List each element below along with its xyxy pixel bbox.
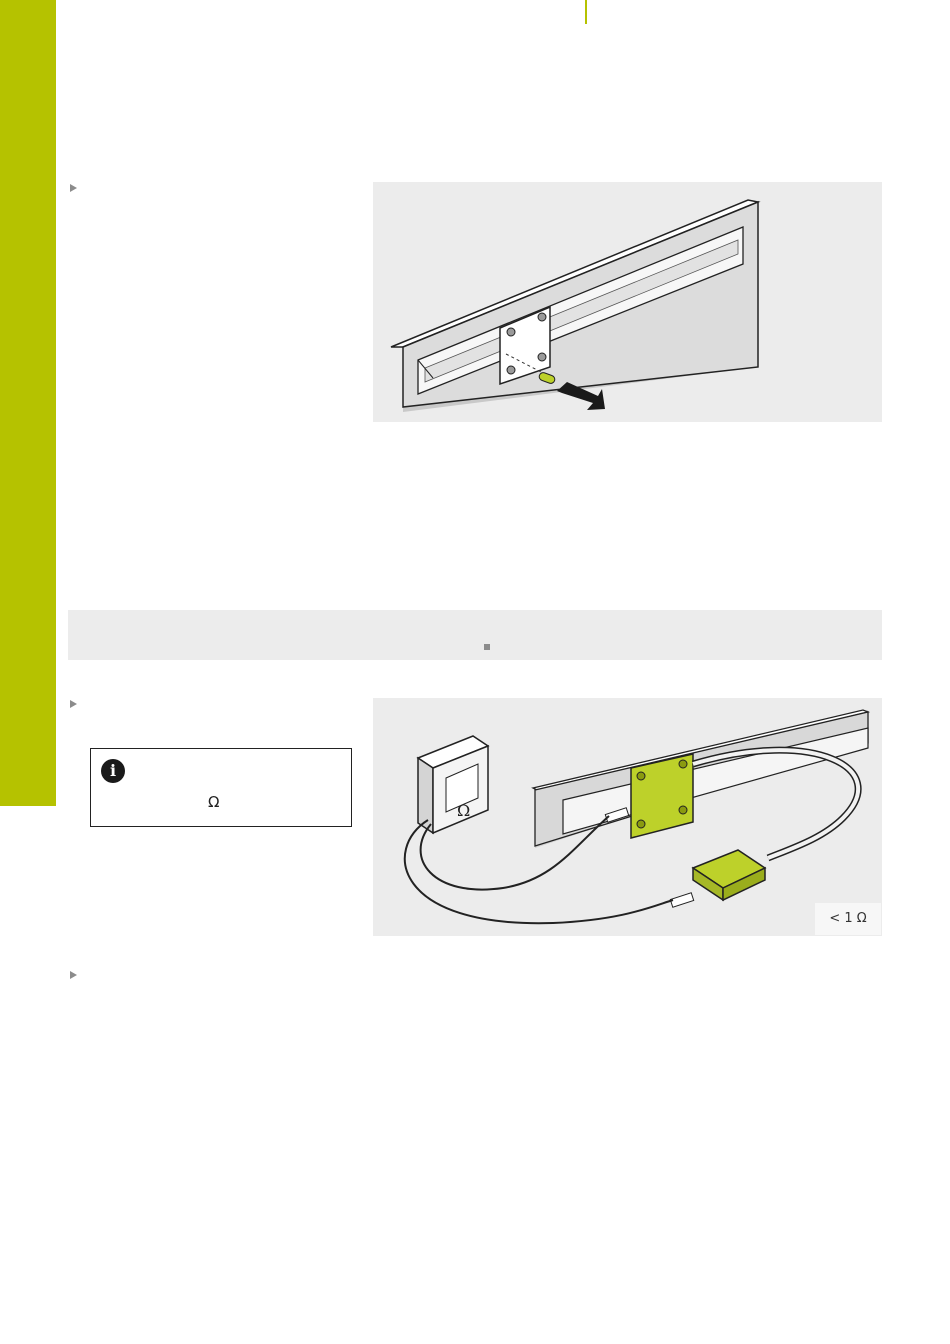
header-divider — [585, 0, 587, 24]
meter-ohm-label: Ω — [457, 801, 471, 820]
ohm-symbol: Ω — [208, 793, 220, 811]
chapter-color-band — [0, 0, 56, 806]
step-bullet-1 — [70, 184, 77, 192]
info-icon: i — [101, 759, 125, 783]
figure-resistance-measurement — [373, 698, 882, 936]
step-bullet-3 — [70, 971, 77, 979]
measurement-illustration — [373, 698, 882, 936]
info-note-box — [90, 748, 352, 827]
section-end-mark — [484, 644, 490, 650]
step-bullet-2 — [70, 700, 77, 708]
scale-illustration — [373, 182, 882, 422]
figure-remove-scanning-unit — [373, 182, 882, 422]
note-bar — [68, 610, 882, 660]
resistance-callout: < 1 Ω — [815, 903, 881, 935]
